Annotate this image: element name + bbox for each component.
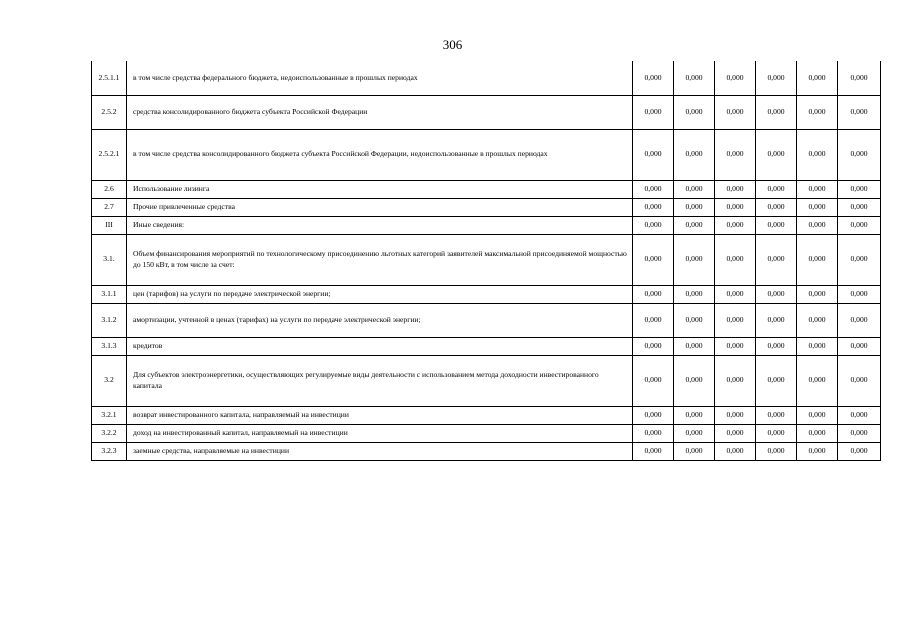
table-row <box>92 303 881 337</box>
value-cell: 0,000 <box>756 129 797 180</box>
value-cell: 0,000 <box>633 216 674 234</box>
table-row <box>92 355 881 406</box>
value-cell: 0,000 <box>715 303 756 337</box>
value-cell: 0,000 <box>756 442 797 460</box>
value-cell: 0,000 <box>715 406 756 424</box>
value-cell: 0,000 <box>838 129 881 180</box>
value-cell: 0,000 <box>756 424 797 442</box>
value-cell: 0,000 <box>756 95 797 129</box>
value-cell: 0,000 <box>715 129 756 180</box>
row-number: 2.6 <box>92 180 127 198</box>
value-cell: 0,000 <box>633 61 674 95</box>
table-row <box>92 424 881 442</box>
value-cell: 0,000 <box>674 234 715 285</box>
value-cell: 0,000 <box>838 303 881 337</box>
value-cell: 0,000 <box>633 442 674 460</box>
value-cell: 0,000 <box>797 95 838 129</box>
row-number: 3.2.2 <box>92 424 127 442</box>
value-cell: 0,000 <box>756 61 797 95</box>
row-number: 3.1.3 <box>92 337 127 355</box>
table-row <box>92 406 881 424</box>
value-cell: 0,000 <box>797 303 838 337</box>
value-cell: 0,000 <box>674 61 715 95</box>
value-cell: 0,000 <box>797 61 838 95</box>
value-cell: 0,000 <box>674 95 715 129</box>
value-cell: 0,000 <box>633 337 674 355</box>
table-row <box>92 442 881 460</box>
value-cell: 0,000 <box>838 355 881 406</box>
row-description: Для субъектов электроэнергетики, осуществляющих регулируемые виды деятельности с использованием метода доходности инвестированного капитала <box>127 355 633 406</box>
value-cell: 0,000 <box>756 180 797 198</box>
value-cell: 0,000 <box>633 285 674 303</box>
table-row <box>92 95 881 129</box>
value-cell: 0,000 <box>633 95 674 129</box>
value-cell: 0,000 <box>756 285 797 303</box>
table-row <box>92 337 881 355</box>
row-number: 3.1. <box>92 234 127 285</box>
value-cell: 0,000 <box>674 303 715 337</box>
value-cell: 0,000 <box>838 180 881 198</box>
value-cell: 0,000 <box>838 406 881 424</box>
value-cell: 0,000 <box>797 442 838 460</box>
table-row <box>92 234 881 285</box>
value-cell: 0,000 <box>715 442 756 460</box>
value-cell: 0,000 <box>797 198 838 216</box>
row-number: 2.7 <box>92 198 127 216</box>
value-cell: 0,000 <box>715 285 756 303</box>
value-cell: 0,000 <box>715 355 756 406</box>
value-cell: 0,000 <box>715 61 756 95</box>
value-cell: 0,000 <box>756 303 797 337</box>
table-row <box>92 285 881 303</box>
value-cell: 0,000 <box>674 216 715 234</box>
row-description: Использование лизинга <box>127 180 633 198</box>
value-cell: 0,000 <box>756 337 797 355</box>
value-cell: 0,000 <box>838 61 881 95</box>
value-cell: 0,000 <box>797 355 838 406</box>
value-cell: 0,000 <box>797 337 838 355</box>
value-cell: 0,000 <box>797 406 838 424</box>
value-cell: 0,000 <box>633 198 674 216</box>
row-description: заемные средства, направляемые на инвестиции <box>127 442 633 460</box>
value-cell: 0,000 <box>797 216 838 234</box>
row-number: 3.2 <box>92 355 127 406</box>
value-cell: 0,000 <box>797 424 838 442</box>
row-number: 3.2.3 <box>92 442 127 460</box>
row-number: 2.5.1.1 <box>92 61 127 95</box>
value-cell: 0,000 <box>674 355 715 406</box>
row-description: Объем финансирования мероприятий по технологическому присоединению льготных категорий заявителей максимальной присоединяемой мощностью до 150 кВт, в том числе за счет: <box>127 234 633 285</box>
row-number: 3.1.1 <box>92 285 127 303</box>
value-cell: 0,000 <box>797 129 838 180</box>
value-cell: 0,000 <box>633 355 674 406</box>
value-cell: 0,000 <box>674 180 715 198</box>
value-cell: 0,000 <box>674 442 715 460</box>
value-cell: 0,000 <box>838 198 881 216</box>
row-number: 2.5.2.1 <box>92 129 127 180</box>
row-description: в том числе средства консолидированного бюджета субъекта Российской Федерации, недоиспользованные в прошлых периодах <box>127 129 633 180</box>
value-cell: 0,000 <box>756 355 797 406</box>
value-cell: 0,000 <box>756 406 797 424</box>
value-cell: 0,000 <box>797 234 838 285</box>
value-cell: 0,000 <box>838 424 881 442</box>
value-cell: 0,000 <box>756 198 797 216</box>
value-cell: 0,000 <box>674 198 715 216</box>
row-number: 3.1.2 <box>92 303 127 337</box>
value-cell: 0,000 <box>633 424 674 442</box>
row-description: Прочие привлеченные средства <box>127 198 633 216</box>
value-cell: 0,000 <box>756 216 797 234</box>
value-cell: 0,000 <box>838 95 881 129</box>
row-description: средства консолидированного бюджета субъекта Российской Федерации <box>127 95 633 129</box>
row-description: кредитов <box>127 337 633 355</box>
value-cell: 0,000 <box>715 180 756 198</box>
value-cell: 0,000 <box>756 234 797 285</box>
value-cell: 0,000 <box>715 337 756 355</box>
table-body <box>92 61 881 460</box>
value-cell: 0,000 <box>797 180 838 198</box>
row-description: в том числе средства федерального бюджета, недоиспользованные в прошлых периодах <box>127 61 633 95</box>
row-number: 2.5.2 <box>92 95 127 129</box>
table-row <box>92 198 881 216</box>
table-row <box>92 61 881 95</box>
value-cell: 0,000 <box>715 216 756 234</box>
value-cell: 0,000 <box>838 285 881 303</box>
value-cell: 0,000 <box>838 337 881 355</box>
value-cell: 0,000 <box>674 337 715 355</box>
value-cell: 0,000 <box>674 129 715 180</box>
value-cell: 0,000 <box>633 234 674 285</box>
value-cell: 0,000 <box>633 129 674 180</box>
value-cell: 0,000 <box>674 285 715 303</box>
value-cell: 0,000 <box>715 95 756 129</box>
financing-table <box>91 61 881 461</box>
row-description: возврат инвестированного капитала, направляемый на инвестиции <box>127 406 633 424</box>
page-number: 306 <box>442 37 463 52</box>
table-row <box>92 129 881 180</box>
value-cell: 0,000 <box>715 424 756 442</box>
value-cell: 0,000 <box>838 234 881 285</box>
value-cell: 0,000 <box>838 442 881 460</box>
value-cell: 0,000 <box>674 406 715 424</box>
value-cell: 0,000 <box>633 406 674 424</box>
row-description: доход на инвестированный капитал, направляемый на инвестиции <box>127 424 633 442</box>
value-cell: 0,000 <box>797 285 838 303</box>
value-cell: 0,000 <box>715 234 756 285</box>
table-row <box>92 216 881 234</box>
row-number: III <box>92 216 127 234</box>
value-cell: 0,000 <box>674 424 715 442</box>
row-description: цен (тарифов) на услуги по передаче электрической энергии; <box>127 285 633 303</box>
value-cell: 0,000 <box>715 198 756 216</box>
value-cell: 0,000 <box>633 303 674 337</box>
table-row <box>92 180 881 198</box>
row-number: 3.2.1 <box>92 406 127 424</box>
value-cell: 0,000 <box>633 180 674 198</box>
row-description: Иные сведения: <box>127 216 633 234</box>
row-description: амортизации, учтенной в ценах (тарифах) на услуги по передаче электрической энергии; <box>127 303 633 337</box>
value-cell: 0,000 <box>838 216 881 234</box>
